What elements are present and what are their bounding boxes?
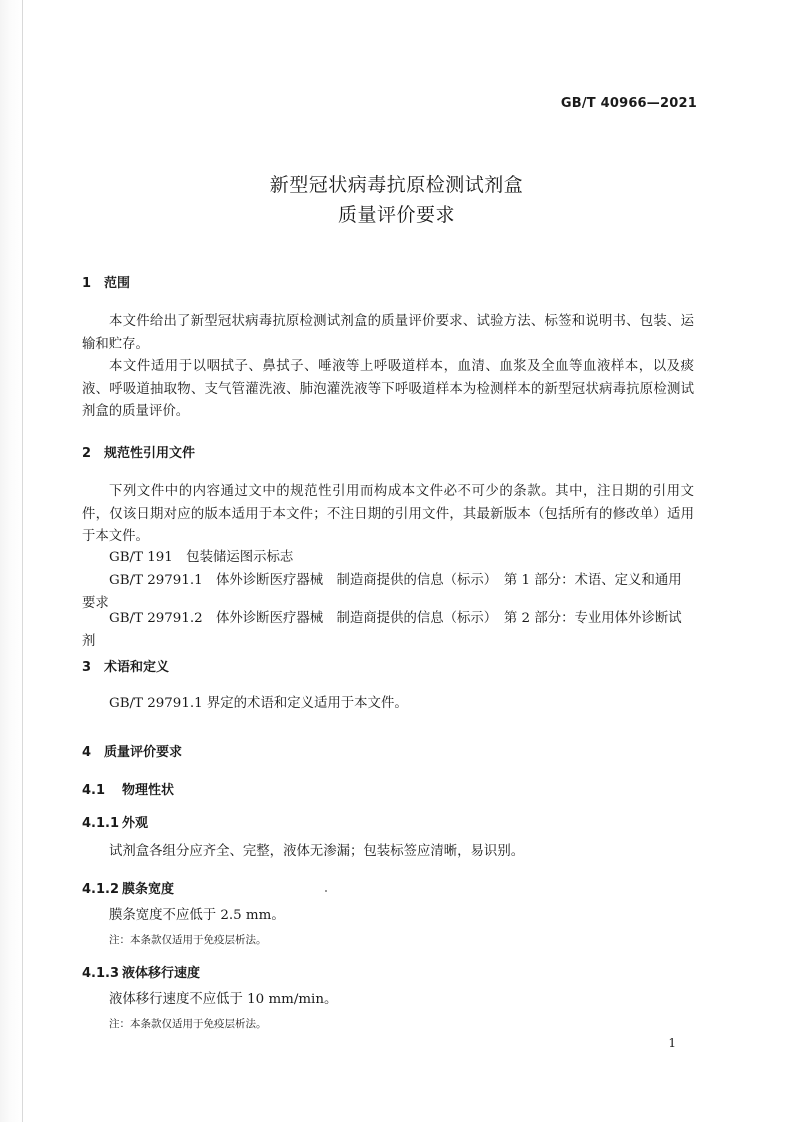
section-heading-scope bbox=[82, 272, 130, 291]
section-title: 外观 bbox=[122, 816, 149, 831]
terms-paragraph: GB/T 29791.1 界定的术语和定义适用于本文件。 bbox=[109, 696, 408, 711]
note-immunochromatography: 注：本条款仅适用于免疫层析法。 bbox=[109, 934, 267, 946]
reference-item: GB/T 29791.1 体外诊断医疗器械 制造商提供的信息（标示） 第 1 部分：术语、定义和通用要求 bbox=[82, 573, 682, 611]
section-number: 4.1.1 bbox=[82, 816, 120, 831]
references-paragraph: 下列文件中的内容通过文中的规范性引用而构成本文件必不可少的条款。其中，注日期的引用文件，仅该日期对应的版本适用于本文件；不注日期的引用文件，其最新版本（包括所有的修改单）适用于本文件。 bbox=[82, 484, 694, 545]
standard-number: GB/T 40966—2021 bbox=[560, 96, 697, 111]
scan-edge-line bbox=[22, 0, 23, 1122]
section-number: 4.1.2 bbox=[82, 882, 120, 897]
page-number: 1 bbox=[668, 1036, 676, 1050]
section-number: 2 bbox=[82, 446, 92, 461]
reference-item: GB/T 29791.2 体外诊断医疗器械 制造商提供的信息（标示） 第 2 部分：专业用体外诊断试剂 bbox=[82, 611, 682, 649]
section-heading-quality-requirements bbox=[82, 741, 182, 760]
section-number: 4.1.3 bbox=[82, 966, 120, 981]
flow-rate-paragraph: 液体移行速度不应低于 10 mm/min。 bbox=[109, 992, 338, 1007]
section-title: 规范性引用文件 bbox=[104, 446, 196, 461]
note-immunochromatography: 注：本条款仅适用于免疫层析法。 bbox=[109, 1018, 267, 1030]
section-title: 膜条宽度 bbox=[122, 882, 175, 897]
scope-paragraph-2: 本文件适用于以咽拭子、鼻拭子、唾液等上呼吸道样本，血清、血浆及全血等血液样本，以及痰液、呼吸道抽取物、支气管灌洗液、肺泡灌洗液等下呼吸道样本为检测样本的新型冠状病毒抗原检测试剂盒的质量评价。 bbox=[82, 359, 694, 420]
subsection-heading-flow-rate bbox=[82, 962, 200, 981]
subsection-heading-strip-width bbox=[82, 878, 174, 897]
subsection-heading-physical-properties bbox=[82, 779, 174, 798]
section-number: 1 bbox=[82, 276, 92, 291]
appearance-paragraph: 试剂盒各组分应齐全、完整，液体无渗漏；包装标签应清晰，易识别。 bbox=[109, 844, 525, 859]
document-title: 新型冠状病毒抗原检测试剂盒 bbox=[269, 174, 524, 196]
section-number: 4.1 bbox=[82, 783, 106, 798]
reference-item: GB/T 191 包装储运图示标志 bbox=[109, 550, 294, 565]
section-number: 4 bbox=[82, 745, 92, 760]
section-number: 3 bbox=[82, 660, 92, 675]
section-title: 术语和定义 bbox=[104, 660, 170, 675]
section-title: 物理性状 bbox=[122, 783, 175, 798]
section-heading-terms bbox=[82, 656, 169, 675]
scope-paragraph-1: 本文件给出了新型冠状病毒抗原检测试剂盒的质量评价要求、试验方法、标签和说明书、包装、运输和贮存。 bbox=[82, 314, 694, 352]
section-title: 范围 bbox=[104, 276, 131, 291]
section-title: 液体移行速度 bbox=[122, 966, 201, 981]
section-heading-normative-references bbox=[82, 442, 195, 461]
strip-width-paragraph: 膜条宽度不应低于 2.5 mm。 bbox=[109, 908, 285, 923]
scan-speck bbox=[325, 890, 327, 892]
scan-edge-shadow bbox=[0, 0, 24, 1122]
document-subtitle: 质量评价要求 bbox=[337, 204, 455, 226]
section-title: 质量评价要求 bbox=[104, 745, 183, 760]
subsection-heading-appearance bbox=[82, 812, 148, 831]
